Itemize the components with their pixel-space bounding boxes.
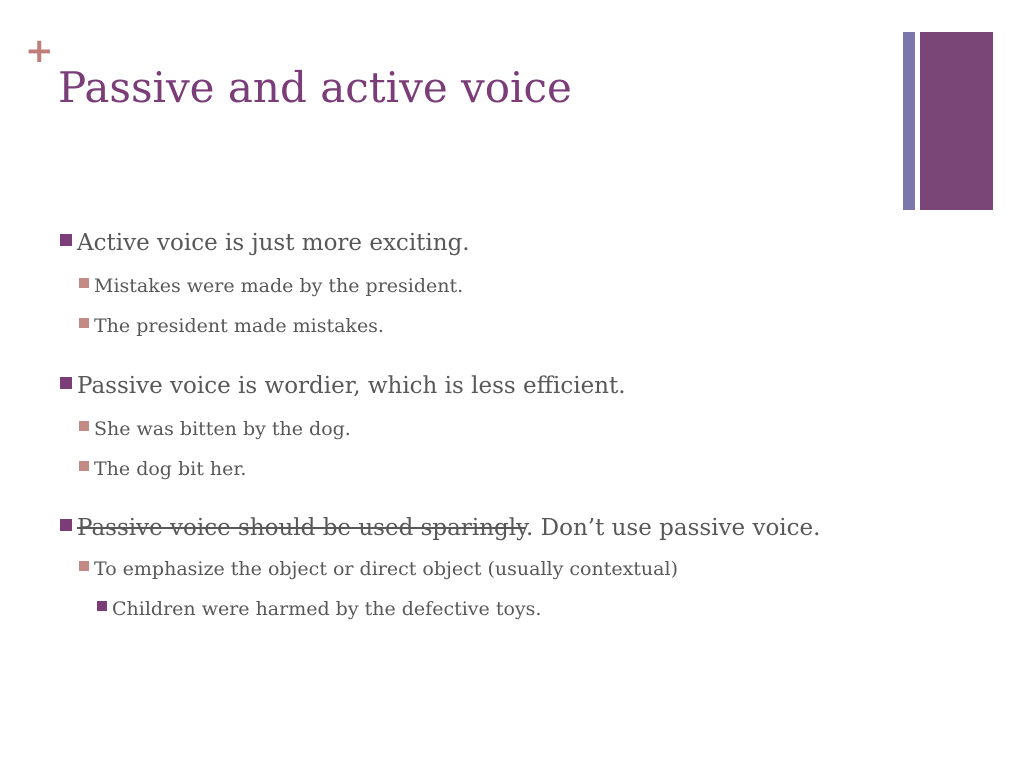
- bullet-item: [60, 371, 626, 401]
- square-bullet-icon: [79, 421, 89, 431]
- sub-sub-bullet-item: [97, 596, 541, 622]
- bullet-text: Passive voice is wordier, which is less efficient.: [77, 373, 626, 399]
- bullet-text: Active voice is just more exciting.: [77, 230, 470, 256]
- square-bullet-icon: [79, 561, 89, 571]
- square-bullet-icon: [97, 601, 107, 611]
- square-bullet-icon: [60, 377, 72, 389]
- sub-bullet-text: The president made mistakes.: [94, 315, 384, 337]
- sub-bullet-text: The dog bit her.: [94, 458, 247, 480]
- sub-bullet-item: [79, 273, 463, 299]
- bullet-text: . Don’t use passive voice.: [526, 515, 821, 541]
- square-bullet-icon: [79, 278, 89, 288]
- sub-bullet-item: [79, 556, 678, 582]
- square-bullet-icon: [60, 519, 72, 531]
- slide-title: Passive and active voice: [58, 63, 572, 112]
- sub-bullet-text: She was bitten by the dog.: [94, 418, 351, 440]
- sub-bullet-item: [79, 456, 246, 482]
- square-bullet-icon: [60, 234, 72, 246]
- bullet-item: [60, 513, 820, 543]
- sub-bullet-text: Mistakes were made by the president.: [94, 275, 464, 297]
- bullet-item: [60, 228, 470, 258]
- sub-bullet-item: [79, 416, 351, 442]
- struck-text: Passive voice should be used sparingly: [77, 515, 527, 541]
- plus-icon: +: [25, 31, 54, 71]
- sub-sub-bullet-text: Children were harmed by the defective toys.: [112, 598, 542, 620]
- sub-bullet-item: [79, 313, 384, 339]
- square-bullet-icon: [79, 461, 89, 471]
- sub-bullet-text: To emphasize the object or direct object (usually contextual): [94, 558, 678, 580]
- square-bullet-icon: [79, 318, 89, 328]
